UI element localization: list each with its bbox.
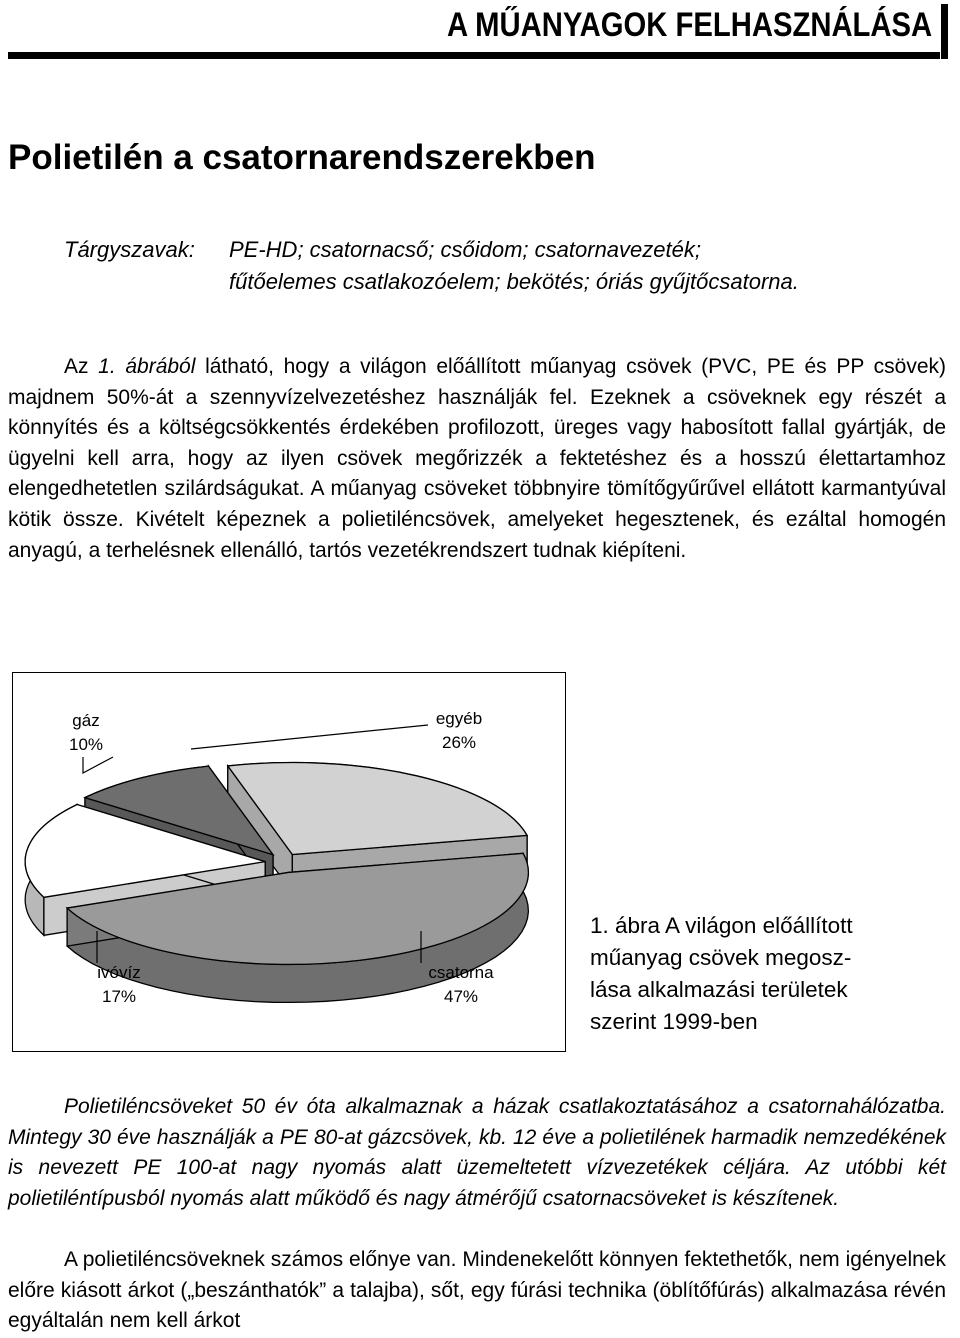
header-rule — [8, 52, 940, 59]
keywords — [64, 234, 799, 298]
label-gaz — [61, 709, 111, 757]
caption-line-1: 1. ábra A világon előállított — [590, 913, 853, 938]
pie-chart-frame — [12, 672, 566, 1052]
label-egyeb-name: egyéb — [435, 709, 483, 728]
paragraph-1-prefix: Az — [64, 355, 99, 378]
caption-line-2: műanyag csövek megosz- — [590, 945, 852, 970]
keywords-line-1: PE-HD; csatornacső; csőidom; csatornavezeték; — [229, 237, 701, 262]
header-vertical-rule — [941, 4, 948, 59]
paragraph-1-text: látható, hogy a világon előállított műanyag csövek (PVC, PE és PP csövek) majdnem 50%-át a szennyvízelvezetéshez használják fel. Ezeknek a csöveknek egy részét a könnyítés és a költségcsökkentés érdekében profilozott, üreges vagy habosított fallal gyártják, de ügyelni kell arra, hogy az ilyen csövek megőrizzék a fektetéshez és a hosszú élettartamhoz elengedhetetlen szilárdságukat. A műanyag csöveket többnyire tömítőgyűrűvel ellátott karmantyúval kötik össze. Kivételt képeznek a polietiléncsövek, amelyeket hegesztenek, és ezáltal homogén anyagú, a terhelésnek ellenálló, tartós vezetékrendszert tudnak kiépíteni. — [8, 355, 946, 562]
keywords-label: Tárgyszavak: — [64, 237, 195, 262]
caption-line-3: lása alkalmazási területek — [590, 977, 848, 1002]
paragraph-2: Polietiléncsöveket 50 év óta alkalmaznak a házak csatlakoztatásához a csatornahálózatba. Mintegy 30 éve használják a PE 80-at gázcsövek, kb. 12 éve a polietilének harmadik nemzedékének is nevezett PE 100-at nagy nyomás alatt üzemeltetett vízvezetékek céljára. Az utóbbi két polietiléntípusból nyomás alatt működő és nagy átmérőjű csatornacsöveket is készítenek. — [8, 1095, 946, 1210]
keywords-line-2: fűtőelemes csatlakozóelem; bekötés; óriás gyűjtőcsatorna. — [229, 269, 799, 294]
label-ivoviz — [89, 961, 149, 1009]
article-title: Polietilén a csatornarendszerekben — [8, 138, 596, 177]
figure-reference: 1. ábrából — [98, 355, 196, 378]
label-ivoviz-name: ivóvíz — [97, 963, 141, 982]
label-ivoviz-value: 17% — [101, 987, 137, 1006]
label-egyeb-value: 26% — [441, 733, 477, 752]
figure-caption — [590, 910, 930, 1038]
label-csatorna-name: csatorna — [428, 963, 494, 982]
label-gaz-name: gáz — [72, 711, 100, 730]
label-csatorna — [421, 961, 501, 1009]
leader-line-1 — [191, 725, 428, 749]
leader-line-0 — [83, 757, 113, 773]
label-csatorna-value: 47% — [443, 987, 479, 1006]
label-egyeb — [429, 707, 489, 755]
page-header — [0, 0, 960, 60]
paragraph-1 — [8, 352, 946, 566]
paragraph-3: A polietiléncsöveknek számos előnye van. Mindenekelőtt könnyen fektethetők, nem igényelnek előre kiásott árkot („beszánthatók” a talajba), sőt, egy fúrási technika (öblítőfúrás) alkalmazása révén egyáltalán nem kell árkot — [8, 1248, 946, 1333]
label-gaz-value: 10% — [68, 735, 104, 754]
section-title: A MŰANYAGOK FELHASZNÁLÁSA — [446, 6, 932, 44]
caption-line-4: szerint 1999-ben — [590, 1009, 758, 1034]
